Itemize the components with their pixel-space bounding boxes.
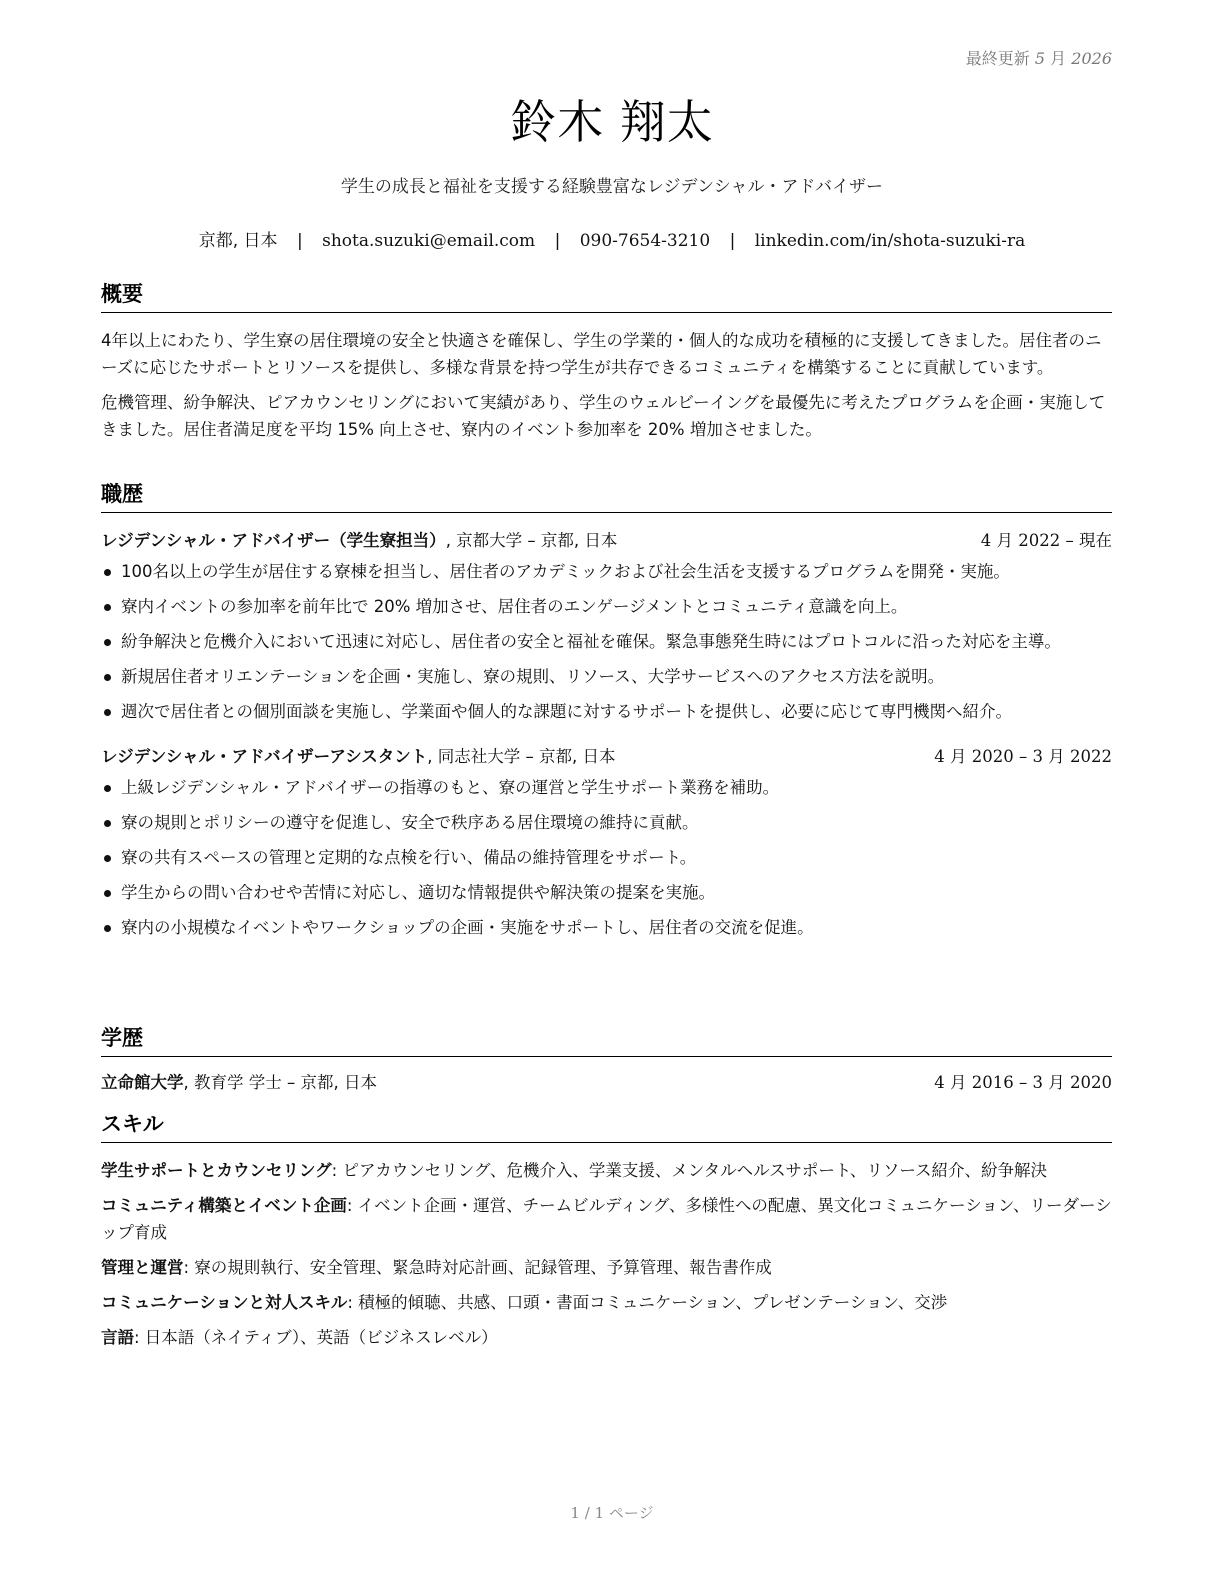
- page-current: 1: [570, 1504, 580, 1522]
- page-label: ページ: [608, 1504, 654, 1522]
- list-item: 学生からの問い合わせや苦情に対応し、適切な情報提供や解決策の提案を実施。: [101, 879, 1112, 906]
- job-org-line: [101, 527, 617, 554]
- last-updated-year: 2026: [1071, 49, 1112, 68]
- skill-row: [101, 1254, 1112, 1281]
- last-updated-month-unit: 月: [1050, 49, 1067, 68]
- contact-line: [0, 226, 1224, 251]
- education-detail: , 教育学 学士 – 京都, 日本: [183, 1073, 377, 1092]
- summary-paragraph: 危機管理、紛争解決、ピアカウンセリングにおいて実績があり、学生のウェルビーイングを最優先に考えたプログラムを企画・実施してきました。居住者満足度を平均 15% 向上させ、寮内のイベント参加率を 20% 増加させました。: [101, 393, 1106, 439]
- skill-label: 言語: [101, 1328, 134, 1347]
- last-updated-month: 5: [1034, 49, 1046, 68]
- skill-row: [101, 1324, 1112, 1351]
- job-bullets: [101, 774, 1112, 941]
- skill-label: コミュニティ構築とイベント企画: [101, 1196, 347, 1215]
- job-date: 4 月 2020 – 3 月 2022: [934, 747, 1112, 766]
- skill-label: 学生サポートとカウンセリング: [101, 1161, 332, 1180]
- list-item: 100名以上の学生が居住する寮棟を担当し、居住者のアカデミックおよび社会生活を支援するプログラムを開発・実施。: [101, 558, 1112, 585]
- skill-value: : 日本語（ネイティブ）、英語（ビジネスレベル）: [134, 1328, 498, 1347]
- skill-label: コミュニケーションと対人スキル: [101, 1293, 348, 1312]
- skill-value: : ピアカウンセリング、危機介入、学業支援、メンタルヘルスサポート、リソース紹介、紛争解決: [331, 1161, 1048, 1180]
- list-item: 寮の規則とポリシーの遵守を促進し、安全で秩序ある居住環境の維持に貢献。: [101, 809, 1112, 836]
- last-updated: [966, 46, 1112, 69]
- list-item: 寮の共有スペースの管理と定期的な点検を行い、備品の維持管理をサポート。: [101, 844, 1112, 871]
- skill-value: : 寮の規則執行、安全管理、緊急時対応計画、記録管理、予算管理、報告書作成: [183, 1258, 772, 1277]
- summary-paragraph: 4年以上にわたり、学生寮の居住環境の安全と快適さを確保し、学生の学業的・個人的な成功を積極的に支援してきました。居住者のニーズに応じたサポートとリソースを提供し、多様な背景を持つ学生が共存できるコミュニティを構築することに貢献しています。: [101, 331, 1102, 377]
- page-separator: /: [584, 1504, 590, 1522]
- list-item: 新規居住者オリエンテーションを企画・実施し、寮の規則、リソース、大学サービスへのアクセス方法を説明。: [101, 663, 1112, 690]
- job-org: , 京都大学 – 京都, 日本: [445, 531, 618, 550]
- job-bullets: [101, 558, 1112, 725]
- list-item: 週次で居住者との個別面談を実施し、学業面や個人的な課題に対するサポートを提供し、必要に応じて専門機関へ紹介。: [101, 698, 1112, 725]
- job-role: レジデンシャル・アドバイザー（学生寮担当）: [101, 531, 446, 550]
- contact-separator: |: [554, 231, 561, 251]
- page-number: [0, 1502, 1224, 1523]
- job-header: [101, 743, 1112, 770]
- skill-row: [101, 1289, 1112, 1316]
- section-title-education: 学歴: [101, 1022, 1112, 1057]
- list-item: 寮内の小規模なイベントやワークショップの企画・実施をサポートし、居住者の交流を促進。: [101, 914, 1112, 941]
- skill-value: : 積極的傾聴、共感、口頭・書面コミュニケーション、プレゼンテーション、交渉: [347, 1293, 948, 1312]
- education-header: [101, 1069, 1112, 1096]
- contact-separator: |: [296, 231, 303, 251]
- experience-section: [101, 478, 1112, 949]
- list-item: 上級レジデンシャル・アドバイザーの指導のもと、寮の運営と学生サポート業務を補助。: [101, 774, 1112, 801]
- contact-linkedin[interactable]: linkedin.com/in/shota-suzuki-ra: [754, 231, 1026, 251]
- section-title-summary: 概要: [101, 278, 1112, 313]
- skill-label: 管理と運営: [101, 1258, 184, 1277]
- education-line: [101, 1069, 377, 1096]
- contact-phone: 090-7654-3210: [579, 231, 711, 251]
- job-org-line: [101, 743, 615, 770]
- job-org: , 同志社大学 – 京都, 日本: [427, 747, 616, 766]
- list-item: 紛争解決と危機介入において迅速に対応し、居住者の安全と福祉を確保。緊急事態発生時にはプロトコルに沿った対応を主導。: [101, 628, 1112, 655]
- section-title-experience: 職歴: [101, 478, 1112, 513]
- skill-row: [101, 1192, 1112, 1246]
- job-header: [101, 527, 1112, 554]
- tagline: 学生の成長と福祉を支援する経験豊富なレジデンシャル・アドバイザー: [340, 177, 884, 197]
- education-school: 立命館大学: [101, 1073, 184, 1092]
- education-section: [101, 1022, 1112, 1096]
- skills-section: [101, 1108, 1112, 1351]
- page-total: 1: [594, 1504, 605, 1522]
- list-item: 寮内イベントの参加率を前年比で 20% 増加させ、居住者のエンゲージメントとコミュニティ意識を向上。: [101, 593, 1112, 620]
- candidate-name: 鈴木 翔太: [510, 95, 714, 149]
- last-updated-label: 最終更新: [965, 49, 1030, 68]
- education-date: 4 月 2016 – 3 月 2020: [934, 1073, 1112, 1092]
- contact-location: 京都, 日本: [198, 231, 278, 251]
- contact-email[interactable]: shota.suzuki@email.com: [322, 231, 536, 251]
- contact-separator: |: [729, 231, 736, 251]
- section-title-skills: スキル: [101, 1108, 1112, 1143]
- job-role: レジデンシャル・アドバイザーアシスタント: [101, 747, 428, 766]
- job-date: 4 月 2022 – 現在: [980, 531, 1112, 550]
- summary-section: [101, 278, 1112, 443]
- skill-row: [101, 1157, 1112, 1184]
- skill-value: : イベント企画・運営、チームビルディング、多様性への配慮、異文化コミュニケーション、リーダーシップ育成: [101, 1196, 1112, 1242]
